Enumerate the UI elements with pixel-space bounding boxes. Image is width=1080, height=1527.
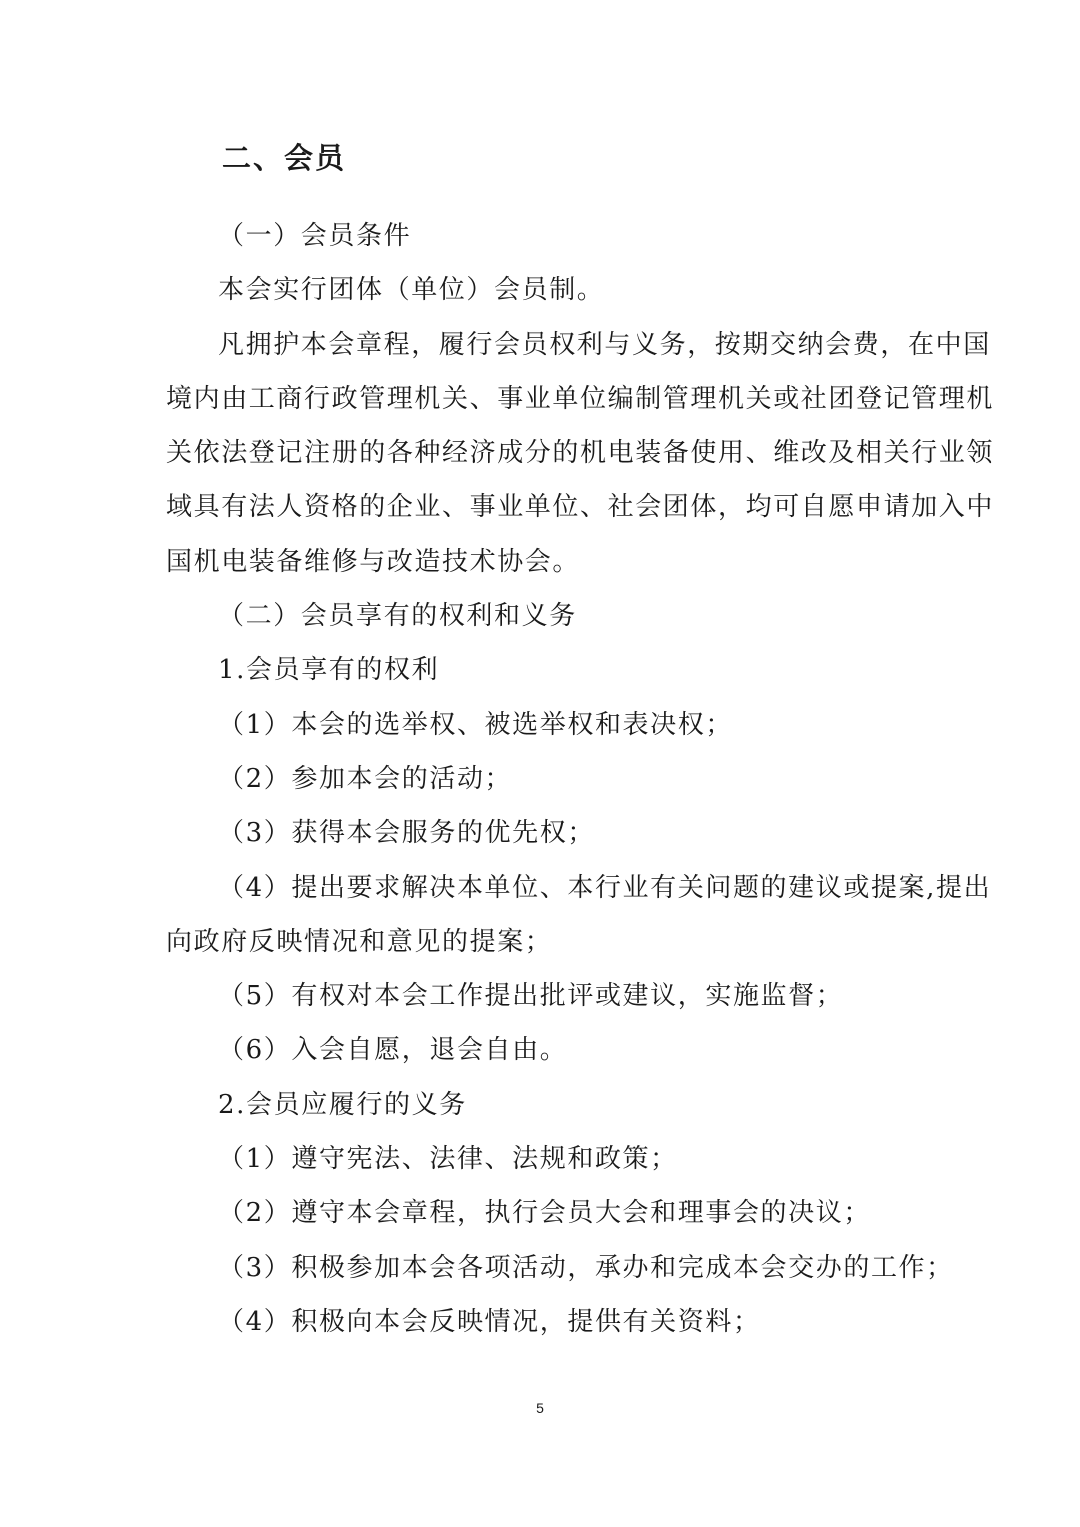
section-heading: 二、会员 [222, 141, 347, 175]
text-line: （5）有权对本会工作提出批评或建议，实施监督； [218, 981, 844, 1012]
text-line: （1）本会的选举权、被选举权和表决权； [218, 709, 733, 740]
body-text [166, 209, 995, 1349]
text-line: 域具有法人资格的企业、事业单位、社会团体，均可自愿申请加入中 [166, 492, 995, 523]
text-line: 1.会员享有的权利 [218, 655, 440, 686]
text-line: 关依法登记注册的各种经济成分的机电装备使用、维改及相关行业领 [166, 438, 995, 469]
text-line: 国机电装备维修与改造技术协会。 [166, 546, 581, 577]
text-line: 境内由工商行政管理机关、事业单位编制管理机关或社团登记管理机 [166, 383, 995, 414]
page-number: 5 [536, 1400, 544, 1416]
text-line: 2.会员应履行的义务 [218, 1089, 467, 1120]
text-line: （一）会员条件 [218, 221, 412, 251]
text-line: 向政府反映情况和意见的提案； [166, 926, 553, 957]
text-line: （2）参加本会的活动； [218, 763, 513, 794]
text-line: （二）会员享有的权利和义务 [218, 601, 577, 632]
text-line: （4）积极向本会反映情况，提供有关资料； [218, 1306, 761, 1337]
text-line: （1）遵守宪法、法律、法规和政策； [218, 1144, 678, 1175]
text-line: 凡拥护本会章程，履行会员权利与义务，按期交纳会费，在中国 [218, 329, 991, 360]
text-line: 本会实行团体（单位）会员制。 [218, 275, 605, 306]
text-line: （4）提出要求解决本单位、本行业有关问题的建议或提案,提出 [218, 872, 992, 903]
text-line: （3）获得本会服务的优先权； [218, 818, 595, 849]
text-line: （6）入会自愿，退会自由。 [218, 1035, 568, 1066]
text-line: （2）遵守本会章程，执行会员大会和理事会的决议； [218, 1198, 871, 1229]
text-line: （3）积极参加本会各项活动，承办和完成本会交办的工作； [218, 1252, 954, 1283]
